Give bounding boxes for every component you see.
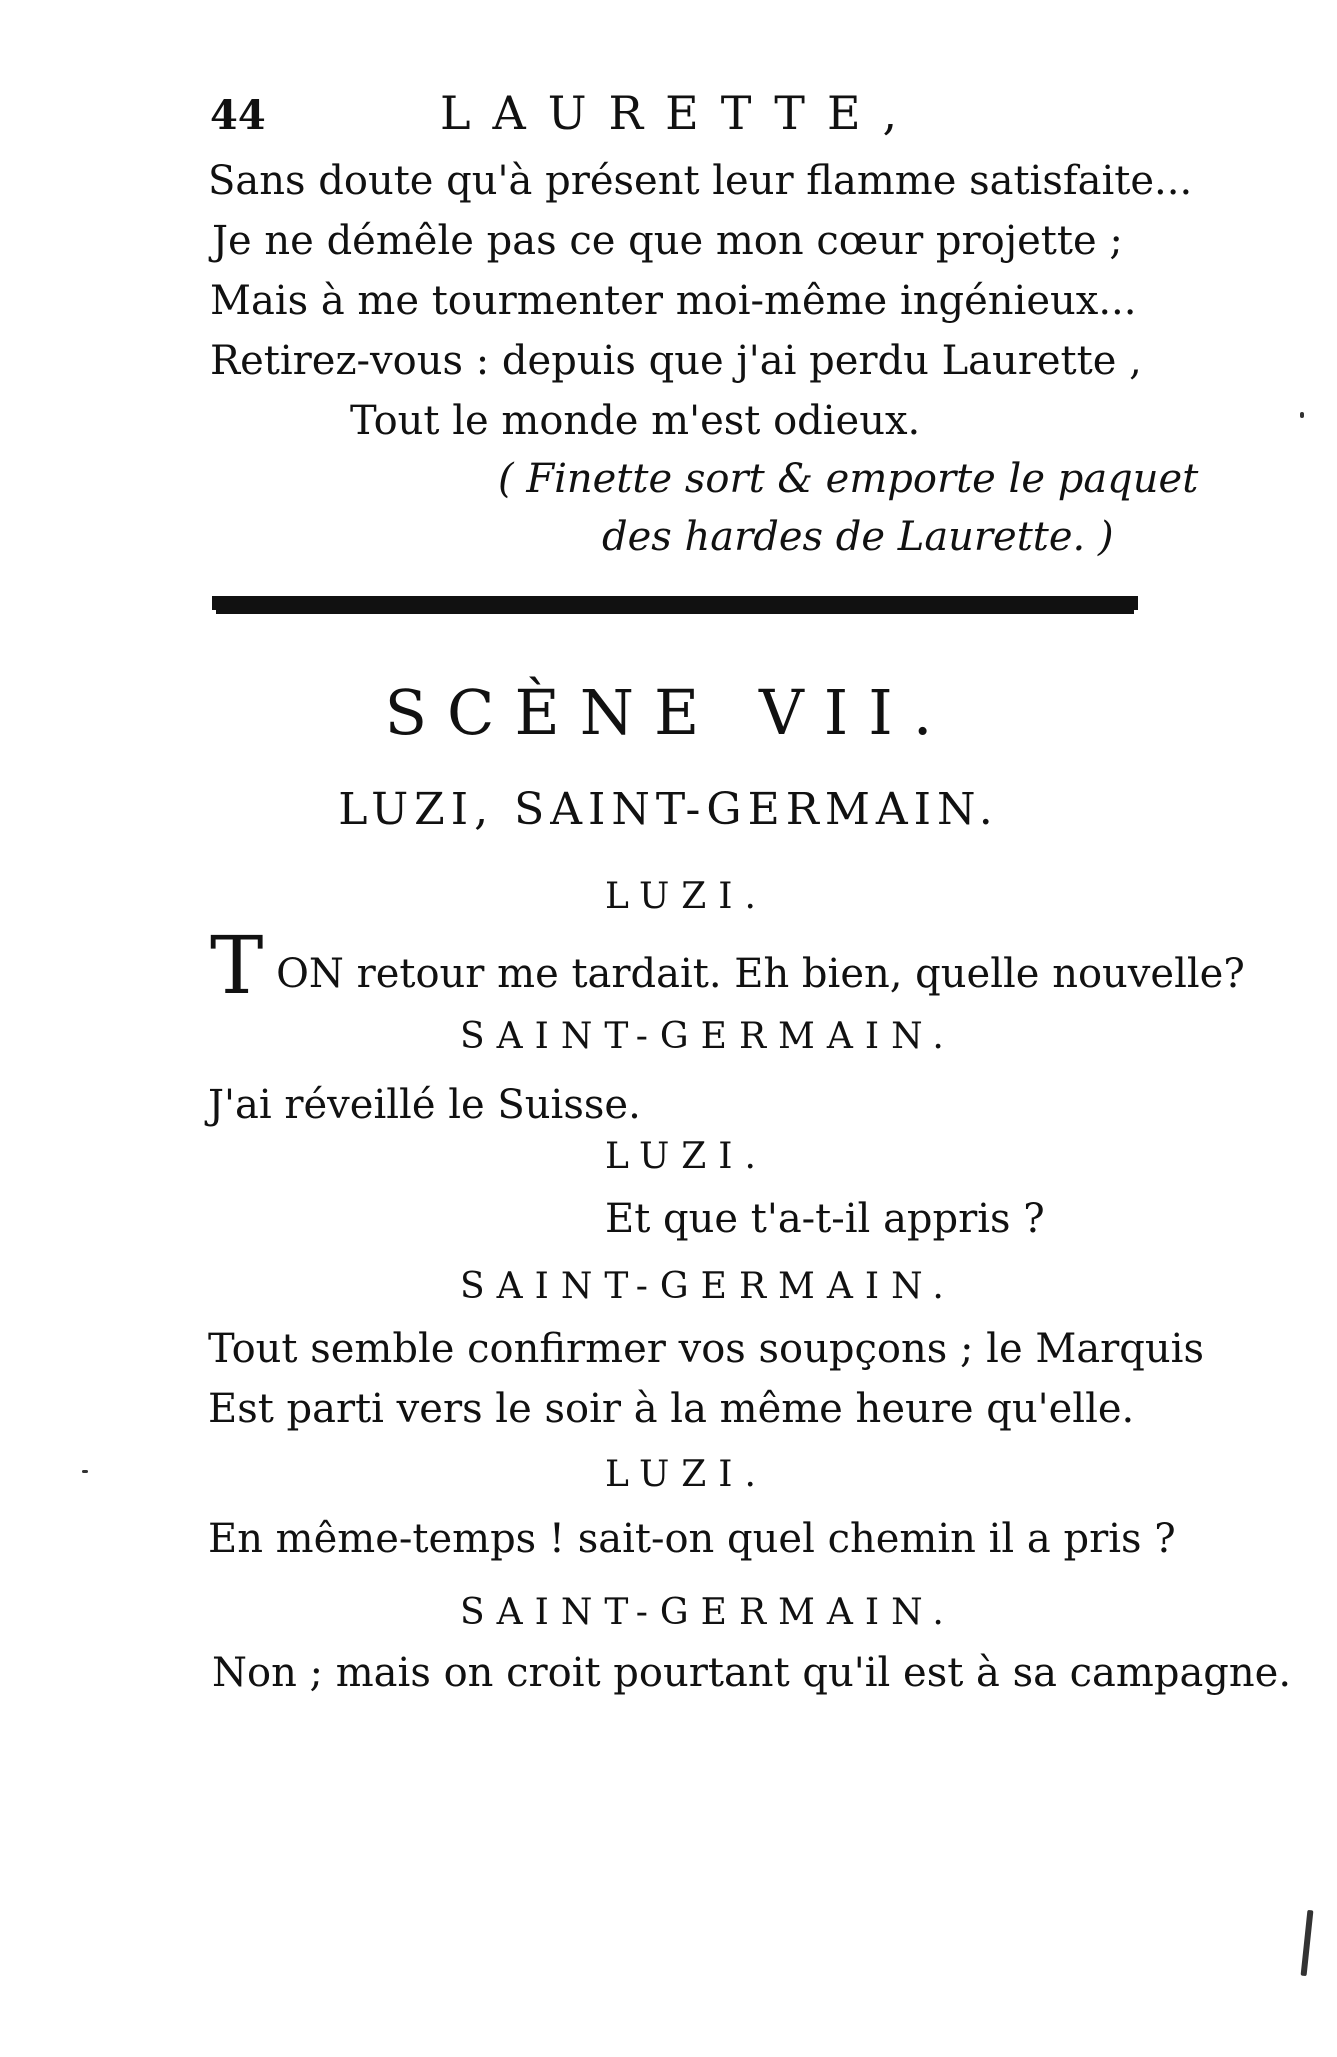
dialogue-text: ON retour me tardait. Eh bien, quelle nouvelle? <box>276 951 1245 997</box>
dialogue-line: J'ai réveillé le Suisse. <box>208 1082 641 1128</box>
scene-title: SCÈNE VII. <box>384 676 953 749</box>
ink-speck <box>1300 412 1304 418</box>
stage-direction-line: des hardes de Laurette. ) <box>602 514 1114 560</box>
speaker-name: LUZI. <box>605 876 768 917</box>
speaker-name: LUZI. <box>605 1454 768 1495</box>
scene-characters: LUZI, SAINT-GERMAIN. <box>338 784 999 835</box>
running-head: LAURETTE, <box>440 86 920 140</box>
ornamental-rule <box>212 596 1138 610</box>
dialogue-line: Non ; mais on croit pourtant qu'il est à sa campagne. <box>212 1650 1292 1696</box>
verse-line: Je ne démêle pas ce que mon cœur projette ; <box>212 218 1123 264</box>
dialogue-line: Tout semble confirmer vos soupçons ; le Marquis <box>208 1326 1204 1372</box>
drop-cap: T <box>210 919 264 1012</box>
speaker-name: LUZI. <box>605 1136 768 1177</box>
dialogue-line <box>210 919 1245 1012</box>
dialogue-line: En même-temps ! sait-on quel chemin il a pris ? <box>208 1516 1176 1562</box>
stage-direction-line: ( Finette sort & emporte le paquet <box>498 456 1199 502</box>
ink-mark <box>1301 1910 1314 1976</box>
verse-line: Retirez-vous : depuis que j'ai perdu Laurette , <box>210 338 1142 384</box>
verse-line: Sans doute qu'à présent leur flamme satisfaite... <box>208 158 1193 204</box>
ink-speck <box>82 1470 88 1473</box>
dialogue-line: Et que t'a-t-il appris ? <box>605 1196 1045 1242</box>
dialogue-line: Est parti vers le soir à la même heure qu'elle. <box>208 1386 1135 1432</box>
verse-line: Tout le monde m'est odieux. <box>350 398 921 444</box>
verse-line: Mais à me tourmenter moi-même ingénieux... <box>210 278 1137 324</box>
speaker-name: SAINT-GERMAIN. <box>460 1016 956 1057</box>
speaker-name: SAINT-GERMAIN. <box>460 1592 956 1633</box>
page-number: 44 <box>210 92 266 139</box>
speaker-name: SAINT-GERMAIN. <box>460 1266 956 1307</box>
